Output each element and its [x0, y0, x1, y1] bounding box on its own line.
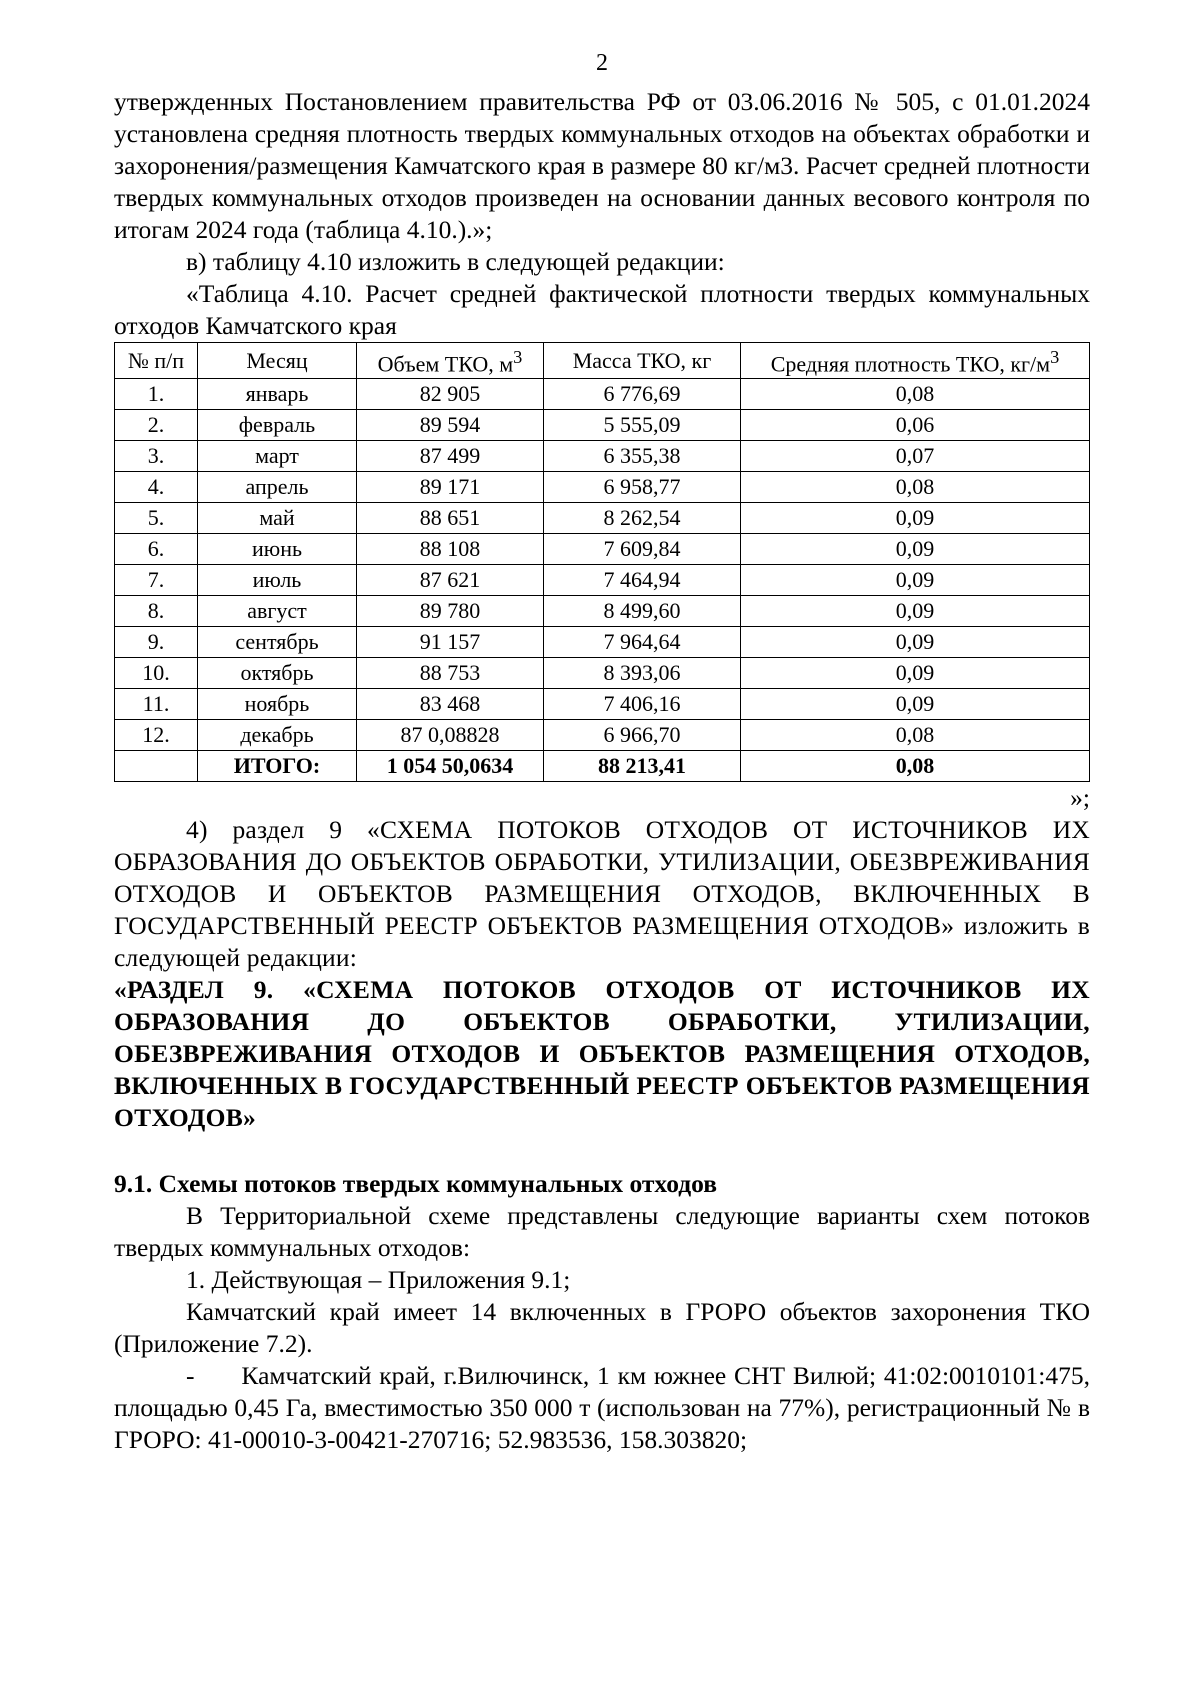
cell-number: 6.: [115, 534, 198, 565]
total-cell-volume: 1 054 50,0634: [357, 751, 544, 782]
cell-mass: 6 355,38: [544, 441, 741, 472]
cell-number: 5.: [115, 503, 198, 534]
cell-volume: 89 171: [357, 472, 544, 503]
cell-month: апрель: [198, 472, 357, 503]
page-number: 2: [596, 50, 608, 76]
cell-density: 0,09: [741, 596, 1090, 627]
cell-volume: 83 468: [357, 689, 544, 720]
cell-mass: 7 964,64: [544, 627, 741, 658]
paragraph-item-1: 1. Действующая – Приложения 9.1;: [186, 1265, 571, 1295]
header-number: № п/п: [115, 343, 198, 379]
cell-month: март: [198, 441, 357, 472]
document-page: [114, 48, 1090, 1456]
cell-mass: 8 499,60: [544, 596, 741, 627]
table-row: [115, 441, 1090, 472]
cell-month: ноябрь: [198, 689, 357, 720]
header-month: Месяц: [198, 343, 357, 379]
cell-density: 0,09: [741, 689, 1090, 720]
cell-number: 3.: [115, 441, 198, 472]
cell-number: 11.: [115, 689, 198, 720]
table-row: [115, 534, 1090, 565]
cell-month: январь: [198, 379, 357, 410]
table-row: [115, 596, 1090, 627]
cell-mass: 8 393,06: [544, 658, 741, 689]
table-row: [115, 720, 1090, 751]
paragraph-object: - Камчатский край, г.Вилючинск, 1 км южнее СНТ Вилюй; 41:02:0010101:475, площадью 0,45 Га, вместимостью 350 000 т (использован на 77%), регистрационный № в ГРОРО: 41-00010-3-00421-270716; 52.983536, 158.303820;: [114, 1361, 1090, 1455]
cell-number: 9.: [115, 627, 198, 658]
cell-volume: 87 0,08828: [357, 720, 544, 751]
cell-mass: 8 262,54: [544, 503, 741, 534]
table-row: [115, 627, 1090, 658]
cell-density: 0,08: [741, 720, 1090, 751]
table-total-row: [115, 751, 1090, 782]
cell-volume: 89 594: [357, 410, 544, 441]
cell-month: октябрь: [198, 658, 357, 689]
paragraph-v: в) таблицу 4.10 изложить в следующей редакции:: [186, 247, 725, 276]
cell-mass: 6 776,69: [544, 379, 741, 410]
total-cell-number: [115, 751, 198, 782]
cell-number: 7.: [115, 565, 198, 596]
table-row: [115, 472, 1090, 503]
cell-volume: 87 499: [357, 441, 544, 472]
cell-month: декабрь: [198, 720, 357, 751]
table-row: [115, 689, 1090, 720]
header-volume-sup: 3: [513, 347, 523, 367]
header-mass: Масса ТКО, кг: [544, 343, 741, 379]
paragraph-kamchatka: Камчатский край имеет 14 включенных в ГРОРО объектов захоронения ТКО (Приложение 7.2).: [114, 1297, 1090, 1359]
subsection-title: 9.1. Схемы потоков твердых коммунальных отходов: [114, 1169, 717, 1199]
intro-paragraph: утвержденных Постановлением правительства РФ от 03.06.2016 № 505, с 01.01.2024 установлена средняя плотность твердых коммунальных отходов на объектах обработки и захоронения/размещения Камчатского края в размере 80 кг/м3. Расчет средней плотности твердых коммунальных отходов произведен на основании данных весового контроля по итогам 2024 года (таблица 4.10.).»;: [114, 87, 1090, 244]
header-density: [741, 343, 1090, 379]
paragraph-4: 4) раздел 9 «СХЕМА ПОТОКОВ ОТХОДОВ ОТ ИСТОЧНИКОВ ИХ ОБРАЗОВАНИЯ ДО ОБЪЕКТОВ ОБРАБОТКИ, УТИЛИЗАЦИИ, ОБЕЗВРЕЖИВАНИЯ ОТХОДОВ И ОБЪЕКТОВ РАЗМЕЩЕНИЯ ОТХОДОВ, ВКЛЮЧЕННЫХ В ГОСУДАРСТВЕННЫЙ РЕЕСТР ОБЪЕКТОВ РАЗМЕЩЕНИЯ ОТХОДОВ» изложить в следующей редакции:: [114, 815, 1090, 973]
table-header-row: [115, 343, 1090, 379]
header-volume-label: Объем ТКО, м: [377, 351, 514, 377]
cell-density: 0,08: [741, 379, 1090, 410]
cell-mass: 7 609,84: [544, 534, 741, 565]
cell-density: 0,07: [741, 441, 1090, 472]
cell-mass: 7 406,16: [544, 689, 741, 720]
cell-number: 12.: [115, 720, 198, 751]
cell-month: февраль: [198, 410, 357, 441]
cell-month: август: [198, 596, 357, 627]
cell-volume: 87 621: [357, 565, 544, 596]
cell-month: сентябрь: [198, 627, 357, 658]
density-table: [114, 342, 1090, 782]
total-cell-density: 0,08: [741, 751, 1090, 782]
table-close-quote: »;: [1070, 783, 1090, 813]
cell-density: 0,09: [741, 627, 1090, 658]
cell-density: 0,09: [741, 658, 1090, 689]
cell-volume: 88 108: [357, 534, 544, 565]
cell-volume: 88 651: [357, 503, 544, 534]
cell-volume: 82 905: [357, 379, 544, 410]
table-row: [115, 503, 1090, 534]
header-volume: [357, 343, 544, 379]
table-row: [115, 565, 1090, 596]
cell-volume: 88 753: [357, 658, 544, 689]
cell-number: 1.: [115, 379, 198, 410]
table-row: [115, 410, 1090, 441]
cell-number: 4.: [115, 472, 198, 503]
cell-density: 0,09: [741, 565, 1090, 596]
total-cell-mass: 88 213,41: [544, 751, 741, 782]
cell-number: 10.: [115, 658, 198, 689]
cell-volume: 89 780: [357, 596, 544, 627]
cell-density: 0,08: [741, 472, 1090, 503]
cell-density: 0,09: [741, 503, 1090, 534]
cell-mass: 6 966,70: [544, 720, 741, 751]
table-caption: «Таблица 4.10. Расчет средней фактической плотности твердых коммунальных отходов Камчатского края: [114, 279, 1090, 340]
cell-mass: 7 464,94: [544, 565, 741, 596]
cell-month: июнь: [198, 534, 357, 565]
cell-mass: 5 555,09: [544, 410, 741, 441]
paragraph-variants: В Территориальной схеме представлены следующие варианты схем потоков твердых коммунальных отходов:: [114, 1201, 1090, 1263]
cell-month: июль: [198, 565, 357, 596]
table-row: [115, 658, 1090, 689]
cell-density: 0,09: [741, 534, 1090, 565]
section-title: «РАЗДЕЛ 9. «СХЕМА ПОТОКОВ ОТХОДОВ ОТ ИСТОЧНИКОВ ИХ ОБРАЗОВАНИЯ ДО ОБЪЕКТОВ ОБРАБОТКИ, УТИЛИЗАЦИИ, ОБЕЗВРЕЖИВАНИЯ ОТХОДОВ И ОБЪЕКТОВ РАЗМЕЩЕНИЯ ОТХОДОВ, ВКЛЮЧЕННЫХ В ГОСУДАРСТВЕННЫЙ РЕЕСТР ОБЪЕКТОВ РАЗМЕЩЕНИЯ ОТХОДОВ»: [114, 975, 1090, 1133]
table-row: [115, 379, 1090, 410]
cell-volume: 91 157: [357, 627, 544, 658]
cell-density: 0,06: [741, 410, 1090, 441]
cell-mass: 6 958,77: [544, 472, 741, 503]
cell-number: 2.: [115, 410, 198, 441]
header-density-sup: 3: [1050, 347, 1060, 367]
total-cell-month: ИТОГО:: [198, 751, 357, 782]
cell-month: май: [198, 503, 357, 534]
cell-number: 8.: [115, 596, 198, 627]
header-density-label: Средняя плотность ТКО, кг/м: [770, 351, 1051, 377]
